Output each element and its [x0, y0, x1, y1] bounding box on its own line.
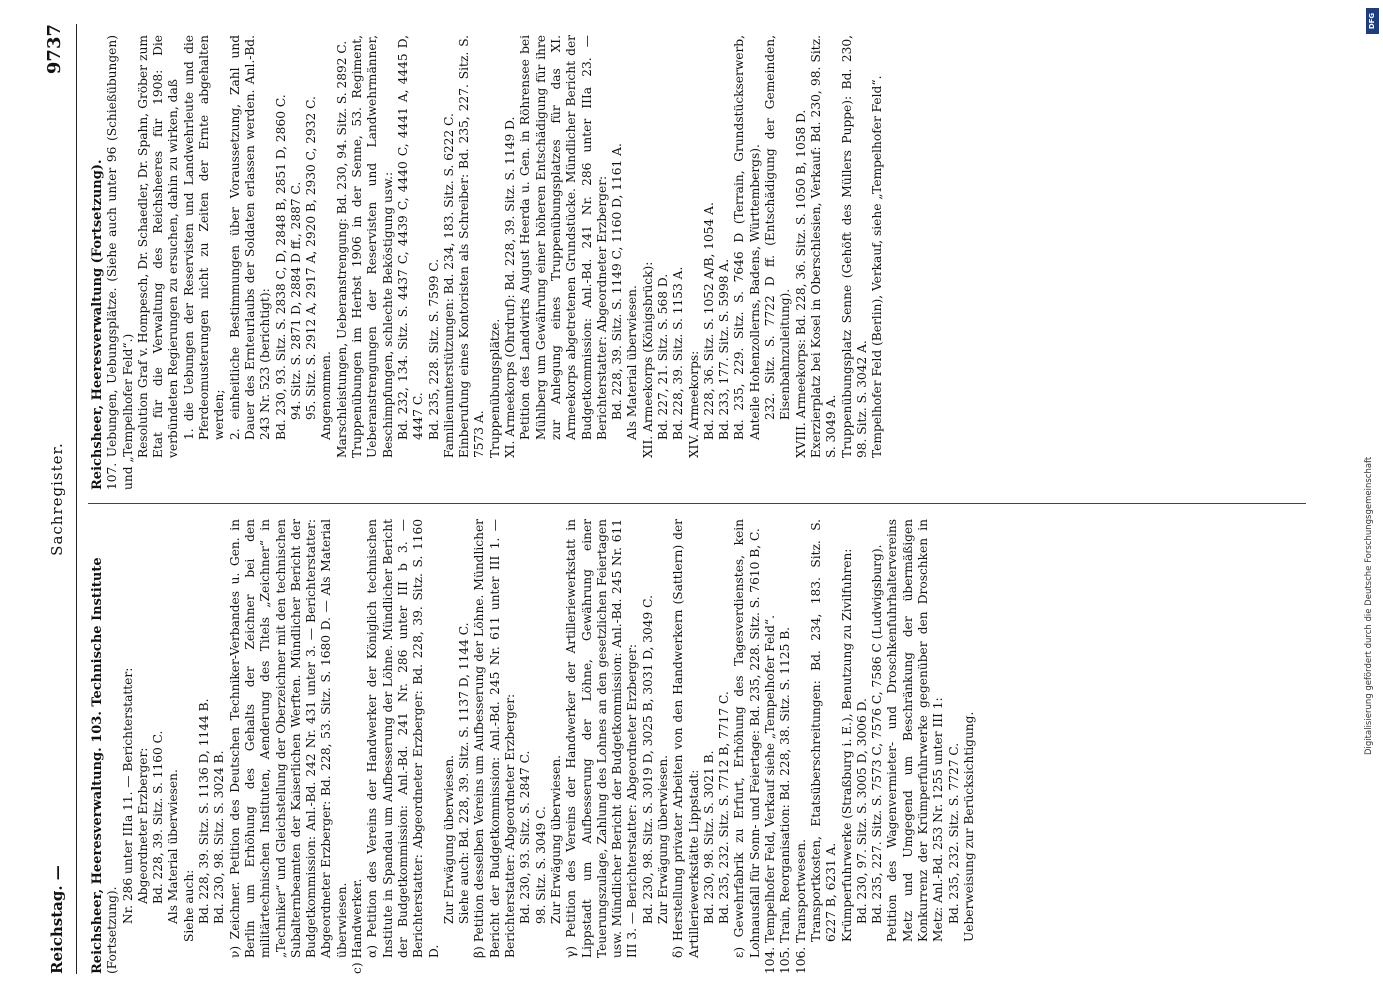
index-entry: Bd. 228, 39. Sitz. S. 1160 C.: [151, 730, 166, 904]
index-entry: 232. Sitz. S. 7722 D ff. (Entschädigung der Gemeinden, Eisenbahnzuleitung).: [763, 35, 793, 420]
index-entry: Exerzierplatz bei Kosel in Oberschlesien, Verkauf: Bd. 230, 98. Sitz. S. 3049 A.: [808, 35, 839, 458]
index-entry: Familienunterstützungen: Bd. 234, 183. Sitz. S. 6222 C.: [441, 113, 456, 458]
index-entry: 107. Uebungen, Uebungsplätze. (Siehe auch unter 96 (Schießübungen) und „Tempelhofer Feld“.): [105, 35, 135, 490]
index-entry: ε) Gewehrfabrik zu Erfurt, Erhöhung des Tagesverdienstes, kein Lohnausfall für Sonn- und Feiertage: Bd. 235, 228. Sitz. S. 7610 B, C.: [732, 519, 762, 958]
index-entry: Bd. 235, 229. Sitz. S. 7646 D (Terrain, Grundstückserwerb, Anteile Hohenzollerns, Badens, Württembergs).: [732, 35, 762, 440]
index-entry: Reichsheer, Heeresverwaltung. 103. Technische Institute: [90, 557, 105, 974]
header-center: Sachregister.: [48, 442, 66, 556]
index-entry: Truppenübungen im Herbst 1906 in der Senne, 53. Regiment, Ueberanstrengungen der Reservisten und Landwehrmänner, Beschimpfungen, schlechte Beköstigung usw.:: [350, 35, 395, 458]
index-entry: 95. Sitz. S. 2912 A, 2917 A, 2920 B, 2930 C, 2932 C.: [304, 96, 319, 420]
index-entry: Bd. 230, 97. Sitz. S. 3005 D, 3006 D.: [854, 698, 869, 924]
index-entry: Angenommen.: [319, 351, 334, 440]
index-entry: (Fortsetzung).: [105, 886, 120, 974]
index-entry: 104. Tempelhofer Feld, Verkauf siehe „Tempelhofer Feld“.: [763, 615, 778, 974]
index-entry: Bd. 230, 93. Sitz. S. 2847 C.: [518, 750, 533, 924]
index-entry: Zur Erwägung überwiesen.: [655, 754, 670, 924]
index-entry: XVIII. Armeekorps: Bd. 228, 36. Sitz. S. 1050 B, 1058 D.: [793, 109, 808, 458]
index-entry: α) Petition des Vereins der Handwerker der Königlich technischen Institute in Spandau um Aufbesserung der Löhne. Mündlicher Bericht der Budgetkommission: Anl.-Bd. 241 Nr. 286 unter III b 3. — Berichterstatter: Abgeordneter Erzberger: Bd. 228, 39. Sitz. S. 1160 D.: [365, 519, 441, 958]
index-entry: γ) Petition des Vereins der Handwerker der Artilleriewerkstatt in Lippstadt um Aufbesserung der Löhne, Gewährung einer Teuerungszulage, Zahlung des Lohnes an den gesetzlichen Feiertagen usw. Mündlicher Bericht der Budgetkommission: Anl.-Bd. 245 Nr. 611 III 3. — Berichterstatter: Abgeordneter Erzberger:: [564, 519, 640, 958]
header-left: Reichstag. —: [48, 865, 66, 974]
index-entry: Transportkosten, Etatsüberschreitungen: Bd. 234, 183. Sitz. S. 6227 B, 6231 A.: [808, 519, 839, 942]
index-entry: Bd. 235, 232. Sitz. S. 7727 C.: [946, 742, 961, 924]
index-entry: Bd. 232, 134. Sitz. S. 4437 C, 4439 C, 4440 C, 4441 A, 4445 D, 4447 C.: [395, 35, 426, 440]
index-entry: Krümperfuhrwerke (Straßburg i. E.), Benutzung zu Zivilfuhren:: [839, 548, 854, 942]
index-entry: Zur Erwägung überwiesen.: [441, 754, 456, 924]
index-entry: Als Material überwiesen.: [625, 285, 640, 440]
page-body: [36, 24, 1336, 974]
index-entry: Bd. 230, 98. Sitz. S. 3021 B.: [701, 750, 716, 924]
index-entry: 106. Transportwesen.: [793, 838, 808, 974]
index-entry: Bd. 235, 228. Sitz. S. 7599 C.: [426, 258, 441, 440]
index-entry: 105. Train, Reorganisation: Bd. 228, 38. Sitz. S. 1125 B.: [778, 626, 793, 974]
index-entry: Bd. 228, 39. Sitz. S. 1136 D, 1144 B.: [197, 698, 212, 924]
index-entry: Zur Erwägung überwiesen.: [548, 754, 563, 924]
index-entry: XIV. Armeekorps:: [686, 350, 701, 458]
dfg-logo: DFG: [1366, 8, 1379, 34]
index-entry: β) Petition desselben Vereins um Aufbesserung der Löhne. Mündlicher Bericht der Budgetkommission: Anl.-Bd. 245 Nr. 611 unter III 1. — Berichterstatter: Abgeordneter Erzberger:: [472, 519, 518, 958]
side-note-text: Digitalisierung gefördert durch die Deutsche Forschungsgemeinschaft: [1364, 456, 1374, 755]
index-entry: Siehe auch: Bd. 228, 39. Sitz. S. 1137 D, 1144 C.: [457, 622, 472, 924]
index-entry: Abgeordneter Erzberger:: [135, 747, 150, 904]
index-entry: Bd. 235, 232. Sitz. S. 7712 B, 7717 C.: [717, 691, 732, 924]
right-column: [90, 35, 885, 490]
index-entry: Ueberweisung zur Berücksichtigung.: [961, 711, 976, 942]
page-number: 9737: [44, 24, 65, 75]
index-entry: Siehe auch:: [181, 869, 196, 942]
index-entry: Truppenübungsplätze.: [487, 318, 502, 458]
index-entry: Marschleistungen, Ueberanstrengung: Bd. 230, 94. Sitz. S. 2892 C.: [334, 40, 349, 458]
index-entry: Nr. 286 unter IIIa 11. — Berichterstatter:: [120, 667, 135, 924]
index-entry: c) Handwerker.: [350, 878, 365, 974]
index-entry: Truppenübungsplatz Senne (Gehöft des Müllers Puppe): Bd. 230, 98. Sitz. S. 3042 A.: [839, 35, 869, 458]
index-entry: Tempelhofer Feld (Berlin), Verkauf, siehe „Tempelhofer Feld“.: [870, 75, 885, 458]
index-entry: ν) Zeichner. Petition des Deutschen Techniker-Verbandes u. Gen. in Berlin um Erhöhung des Gehalts der Zeichner bei den militärtechnischen Instituten, Aenderung des Titels „Zeichner“ in „Techniker“ und Gleichstellung der Oberzeichner mit den technischen Subalternbeamten der Kaiserlichen Werften. Mündlicher Bericht der Budgetkommission: Anl.-Bd. 242 Nr. 431 unter 3. — Berichterstatter: Abgeordneter Erzberger: Bd. 228, 53. Sitz. S. 1680 D. — Als Material überwiesen.: [227, 519, 349, 958]
side-note: [1362, 20, 1380, 980]
index-entry: Einberufung eines Kontoristen als Schreiber: Bd. 235, 227. Sitz. S. 7573 A.: [457, 35, 487, 458]
index-entry: Bd. 228, 39. Sitz. S. 1153 A.: [671, 266, 686, 440]
index-entry: 98. Sitz. S. 3049 C.: [533, 806, 548, 924]
running-header: [36, 24, 77, 974]
index-entry: 2. einheitliche Bestimmungen über Voraussetzung, Zahl und Dauer des Ernteurlaubs der Soldaten erlassen werden. Anl.-Bd. 243 Nr. 523 (berichtigt):: [227, 35, 273, 440]
index-entry: Bd. 227, 21. Sitz. S. 568 D.: [655, 273, 670, 440]
left-column: [90, 519, 977, 974]
index-entry: Petition des Wagenvermieter- und Droschkenfuhrhaltervereins Metz und Umgegend um Beschränkung der übermäßigen Konkurrenz der Krümperfuhrwerke gegenüber den Droschken in Metz: Anl.-Bd. 253 Nr. 1255 unter III 1:: [885, 519, 946, 942]
index-entry: Bd. 235, 227. Sitz. S. 7573 C, 7576 C, 7586 C (Ludwigsburg).: [870, 544, 885, 924]
index-entry: 1. die Uebungen der Reservisten und Landwehrleute und die Pferdeomusterungen nicht zu Zeiten der Ernte abgehalten werden;: [181, 35, 227, 440]
index-entry: Bd. 230, 98. Sitz. S. 3024 B.: [212, 750, 227, 924]
index-entry: Petition des Landwirts August Heerda u. Gen. in Röhrensee bei Mühlberg um Gewährung einer höheren Entschädigung für ihre zur Anlegung eines Truppenübungsplatzes für das XI. Armeekorps abgetretenen Grundstücke. Mündlicher Bericht der Budgetkommission: Anl.-Bd. 241 Nr. 286 unter IIIa 23. — Berichterstatter: Abgeordneter Erzberger:: [518, 35, 609, 440]
index-entry: Bd. 230, 93. Sitz. S. 2838 C, D, 2848 B, 2851 D, 2860 C.: [273, 94, 288, 440]
index-entry: Bd. 230, 98. Sitz. S. 3019 D, 3025 B, 3031 D, 3049 C.: [640, 595, 655, 924]
index-entry: 94. Sitz. S. 2871 D, 2884 D ff., 2887 C.: [288, 181, 303, 420]
index-entry: Resolution Graf v. Hompesch, Dr. Schaedler, Dr. Spahn, Gröber zum Etat für die Verwaltung des Reichsheeres für 1908: Die verbündeten Regierungen zu ersuchen, dahin zu wirken, daß: [135, 35, 181, 458]
index-entry: XI. Armeekorps (Ohrdruf): Bd. 228, 39. Sitz. S. 1149 D.: [503, 116, 518, 458]
index-entry: Reichsheer, Heeresverwaltung (Fortsetzung).: [90, 159, 105, 490]
index-entry: Als Material überwiesen.: [166, 769, 181, 924]
index-entry: XII. Armeekorps (Königsbrück):: [640, 261, 655, 458]
index-entry: Bd. 228, 39. Sitz. S. 1149 C, 1160 D, 1161 A.: [610, 143, 625, 420]
index-entry: Bd. 233, 177. Sitz. S. 5998 A.: [717, 258, 732, 440]
index-entry: δ) Herstellung privater Arbeiten von den Handwerkern (Sattlern) der Artilleriewerkstätte Lippstadt:: [671, 519, 701, 958]
column-divider: [88, 503, 1306, 504]
index-entry: Bd. 228, 36. Sitz. S. 1052 A/B, 1054 A.: [701, 202, 716, 440]
